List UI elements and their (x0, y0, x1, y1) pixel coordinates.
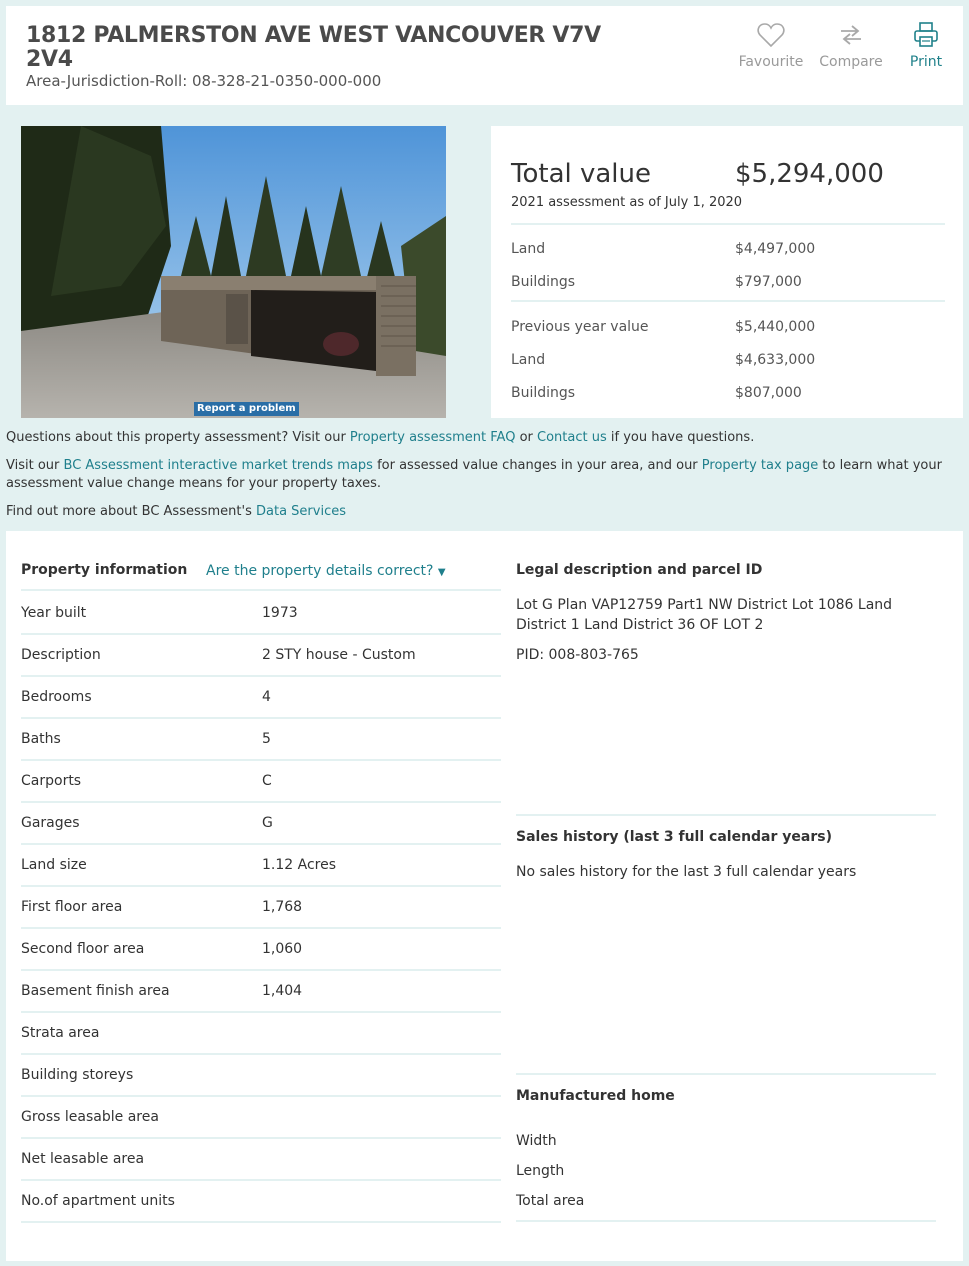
property-info-label: Basement finish area (21, 983, 170, 999)
property-details-question: Are the property details correct? (206, 563, 434, 579)
property-info-value: 1.12 Acres (262, 857, 337, 873)
property-info-label: Carports (21, 773, 82, 789)
contact-us-link[interactable]: Contact us (537, 430, 607, 445)
manufactured-total-area-label: Total area (516, 1193, 585, 1209)
property-info-label: Description (21, 647, 101, 663)
property-info-label: Gross leasable area (21, 1109, 159, 1125)
manufactured-width-label: Width (516, 1133, 557, 1149)
property-header (6, 6, 963, 105)
property-info-value: 1,404 (262, 983, 303, 999)
info-text: if you have questions. (606, 430, 755, 445)
favourite-button[interactable] (731, 22, 811, 70)
property-info-label: Garages (21, 815, 80, 831)
divider (511, 223, 945, 225)
property-photo (21, 126, 446, 418)
info-text: to learn what your assessment value change means for your property taxes. (6, 458, 942, 491)
property-info-row (21, 1095, 501, 1139)
info-text: or (515, 430, 538, 445)
property-info-row (21, 1053, 501, 1097)
market-trends-note (6, 457, 956, 493)
previous-year-label: Previous year value (511, 319, 649, 335)
property-info-row (21, 843, 501, 887)
info-text: Questions about this property assessment? Visit our (6, 430, 350, 445)
market-trends-maps-link[interactable]: BC Assessment interactive market trends maps (63, 458, 373, 473)
property-details-correct-dropdown[interactable] (206, 563, 446, 579)
property-info-row (21, 801, 501, 845)
property-info-row (21, 675, 501, 719)
sales-history-text: No sales history for the last 3 full calendar years (516, 864, 857, 880)
property-information-title: Property information (21, 562, 188, 578)
heart-icon (757, 22, 785, 48)
property-tax-page-link[interactable]: Property tax page (701, 458, 819, 473)
property-address: 1812 PALMERSTON AVE WEST VANCOUVER V7V 2V4 (26, 23, 601, 72)
property-info-label: Net leasable area (21, 1151, 145, 1167)
property-info-row (21, 717, 501, 761)
divider (516, 1073, 936, 1075)
report-problem-link[interactable]: Report a problem (194, 402, 299, 416)
property-info-label: Second floor area (21, 941, 145, 957)
manufactured-length-label: Length (516, 1163, 565, 1179)
property-info-row (21, 969, 501, 1013)
previous-land-label: Land (511, 352, 546, 368)
divider (516, 1220, 936, 1222)
assessment-date-note: 2021 assessment as of July 1, 2020 (511, 195, 743, 210)
property-info-value: 1,060 (262, 941, 303, 957)
land-label: Land (511, 241, 546, 257)
print-label: Print (909, 54, 943, 70)
sales-history-title: Sales history (last 3 full calendar years) (516, 829, 832, 845)
favourite-label: Favourite (738, 54, 804, 70)
print-button[interactable] (886, 22, 966, 70)
property-info-label: First floor area (21, 899, 123, 915)
property-info-row (21, 1137, 501, 1181)
legal-description-text: Lot G Plan VAP12759 Part1 NW District Lot 1086 Land District 1 Land District 36 OF LOT 2 (516, 597, 893, 633)
assessment-values-panel (491, 126, 963, 418)
property-info-value: 1,768 (262, 899, 303, 915)
property-info-row (21, 1179, 501, 1223)
previous-land-value: $4,633,000 (735, 352, 816, 368)
property-info-label: Bedrooms (21, 689, 92, 705)
property-info-label: Year built (21, 605, 87, 621)
total-value-label: Total value (511, 159, 652, 189)
property-info-row (21, 759, 501, 803)
property-info-value: 4 (262, 689, 271, 705)
land-value: $4,497,000 (735, 241, 816, 257)
property-info-row (21, 591, 501, 635)
property-info-label: Baths (21, 731, 61, 747)
buildings-label: Buildings (511, 274, 576, 290)
property-info-row (21, 1011, 501, 1055)
property-info-row (21, 927, 501, 971)
pid-text: PID: 008-803-765 (516, 647, 639, 663)
property-info-row (21, 885, 501, 929)
questions-note (6, 429, 956, 447)
data-services-note (6, 503, 956, 521)
buildings-value: $797,000 (735, 274, 802, 290)
house-photo-image (21, 126, 446, 418)
previous-buildings-value: $807,000 (735, 385, 802, 401)
compare-button[interactable] (811, 22, 891, 70)
info-text: Find out more about BC Assessment's (6, 504, 256, 519)
data-services-link[interactable]: Data Services (256, 504, 346, 519)
property-info-label: No.of apartment units (21, 1193, 175, 1209)
printer-icon (912, 22, 940, 48)
total-value-amount: $5,294,000 (735, 159, 884, 189)
compare-arrows-icon (837, 22, 865, 48)
divider (511, 300, 945, 302)
compare-label: Compare (819, 54, 883, 70)
caret-down-icon: ▼ (437, 567, 446, 578)
property-info-label: Strata area (21, 1025, 100, 1041)
property-info-label: Building storeys (21, 1067, 134, 1083)
divider (516, 814, 936, 816)
manufactured-home-title: Manufactured home (516, 1088, 675, 1104)
property-info-value: 2 STY house - Custom (262, 647, 416, 663)
property-info-value: 1973 (262, 605, 298, 621)
info-text: Visit our (6, 458, 64, 473)
property-info-value: C (262, 773, 272, 789)
legal-description-title: Legal description and parcel ID (516, 562, 763, 578)
info-text: for assessed value changes in your area, and our (372, 458, 702, 473)
property-info-row (21, 633, 501, 677)
previous-buildings-label: Buildings (511, 385, 576, 401)
faq-link[interactable]: Property assessment FAQ (349, 430, 516, 445)
previous-year-value: $5,440,000 (735, 319, 816, 335)
property-info-value: G (262, 815, 273, 831)
property-info-value: 5 (262, 731, 271, 747)
property-details-panel (6, 531, 963, 1261)
roll-number: Area-Jurisdiction-Roll: 08-328-21-0350-000-000 (26, 72, 382, 90)
property-info-label: Land size (21, 857, 87, 873)
